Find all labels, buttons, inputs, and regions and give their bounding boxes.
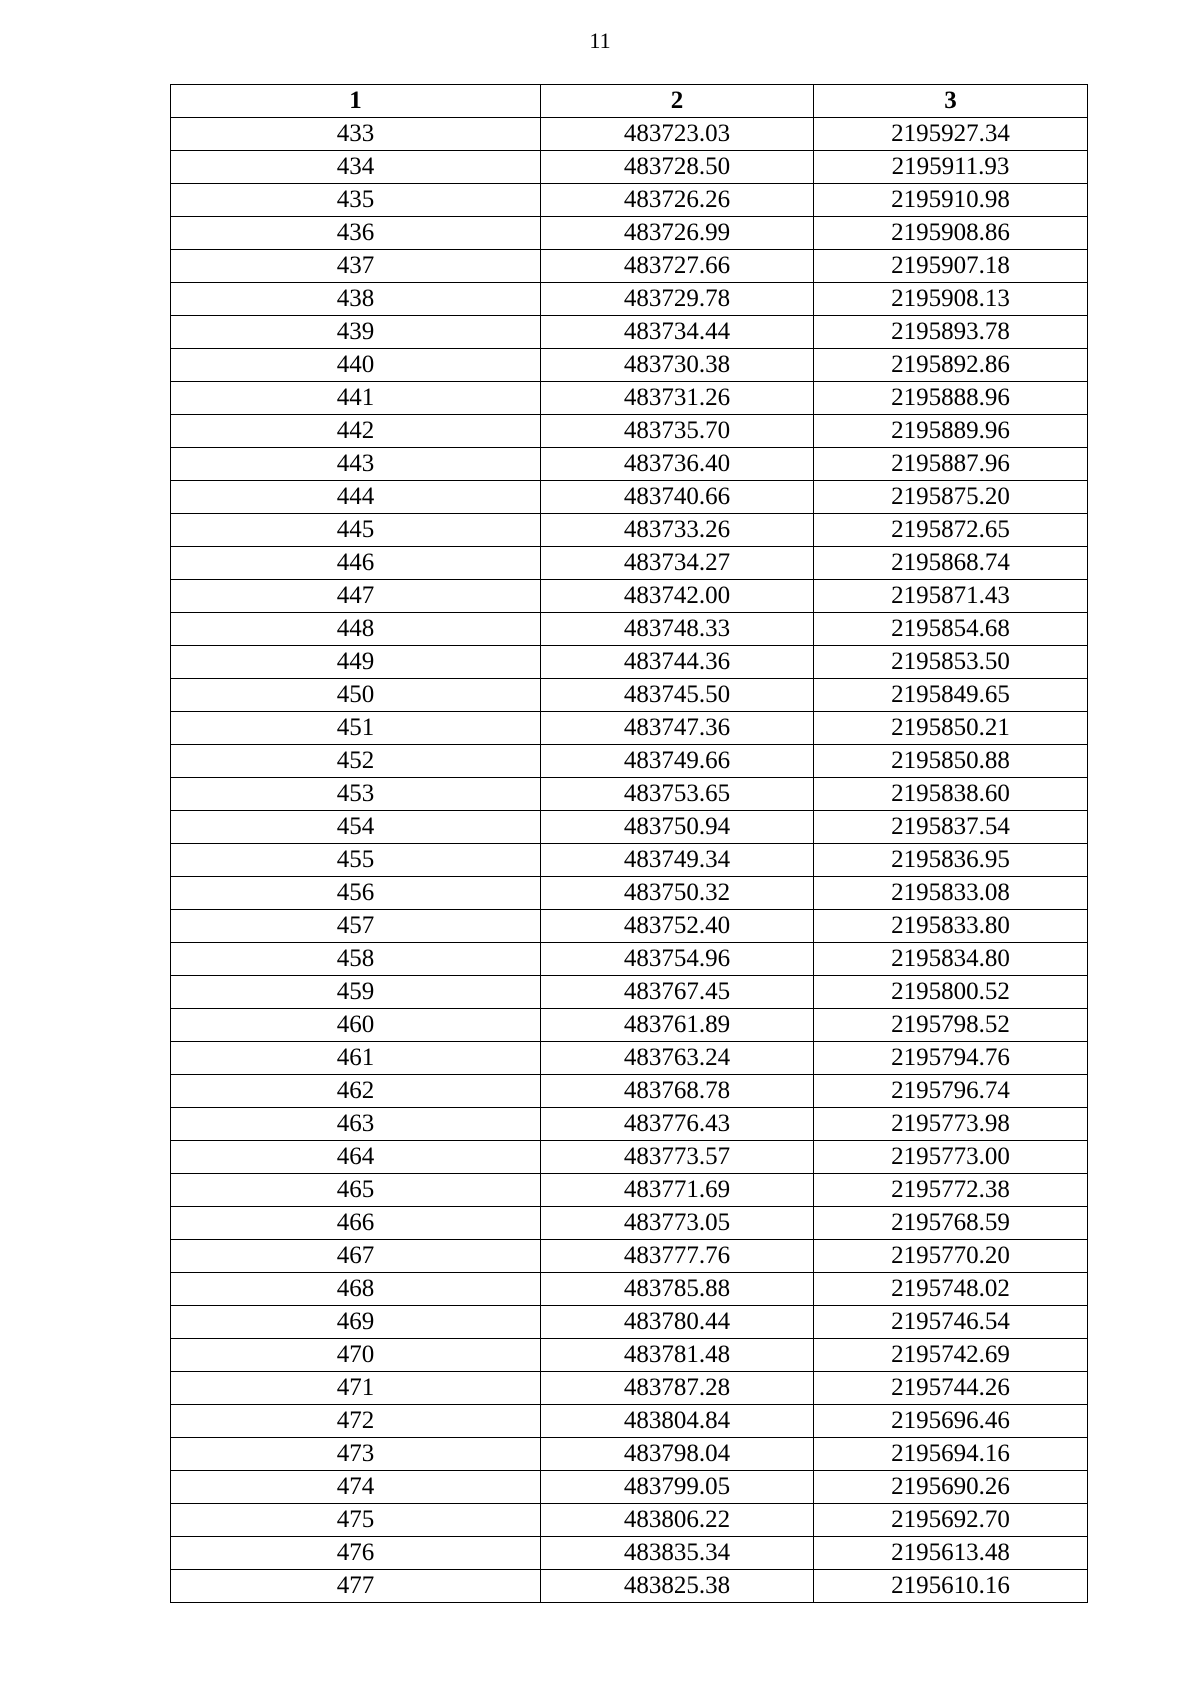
- coordinate-x-cell: 483767.45: [541, 976, 814, 1009]
- coordinate-x-cell: 483734.27: [541, 547, 814, 580]
- table-row: [171, 1471, 1088, 1504]
- point-number-cell: 476: [171, 1537, 541, 1570]
- point-number-cell: 475: [171, 1504, 541, 1537]
- table-row: [171, 679, 1088, 712]
- table-row: [171, 316, 1088, 349]
- table-row: [171, 1504, 1088, 1537]
- coordinate-y-cell: 2195908.86: [814, 217, 1088, 250]
- coordinate-y-cell: 2195889.96: [814, 415, 1088, 448]
- coordinate-y-cell: 2195838.60: [814, 778, 1088, 811]
- table-row: [171, 1042, 1088, 1075]
- coordinate-y-cell: 2195892.86: [814, 349, 1088, 382]
- coordinate-x-cell: 483773.57: [541, 1141, 814, 1174]
- coordinate-y-cell: 2195907.18: [814, 250, 1088, 283]
- table-row: [171, 1537, 1088, 1570]
- table-row: [171, 514, 1088, 547]
- point-number-cell: 471: [171, 1372, 541, 1405]
- coordinate-x-cell: 483726.26: [541, 184, 814, 217]
- coordinate-y-cell: 2195927.34: [814, 118, 1088, 151]
- coordinate-y-cell: 2195836.95: [814, 844, 1088, 877]
- column-header-3: 3: [814, 85, 1088, 118]
- coordinate-x-cell: 483798.04: [541, 1438, 814, 1471]
- coordinate-x-cell: 483723.03: [541, 118, 814, 151]
- table-row: [171, 877, 1088, 910]
- table-row: [171, 349, 1088, 382]
- point-number-cell: 452: [171, 745, 541, 778]
- point-number-cell: 473: [171, 1438, 541, 1471]
- coordinates-table: [170, 84, 1088, 1603]
- point-number-cell: 472: [171, 1405, 541, 1438]
- table-row: [171, 1207, 1088, 1240]
- coordinate-y-cell: 2195696.46: [814, 1405, 1088, 1438]
- coordinate-y-cell: 2195768.59: [814, 1207, 1088, 1240]
- table-row: [171, 580, 1088, 613]
- coordinate-y-cell: 2195888.96: [814, 382, 1088, 415]
- table-row: [171, 1174, 1088, 1207]
- point-number-cell: 445: [171, 514, 541, 547]
- table-row: [171, 184, 1088, 217]
- table-row: [171, 415, 1088, 448]
- point-number-cell: 443: [171, 448, 541, 481]
- coordinate-x-cell: 483785.88: [541, 1273, 814, 1306]
- coordinate-x-cell: 483729.78: [541, 283, 814, 316]
- coordinate-x-cell: 483734.44: [541, 316, 814, 349]
- coordinate-y-cell: 2195746.54: [814, 1306, 1088, 1339]
- coordinate-y-cell: 2195613.48: [814, 1537, 1088, 1570]
- table-row: [171, 1438, 1088, 1471]
- coordinate-y-cell: 2195692.70: [814, 1504, 1088, 1537]
- coordinate-y-cell: 2195854.68: [814, 613, 1088, 646]
- coordinate-x-cell: 483787.28: [541, 1372, 814, 1405]
- point-number-cell: 440: [171, 349, 541, 382]
- coordinate-y-cell: 2195849.65: [814, 679, 1088, 712]
- point-number-cell: 453: [171, 778, 541, 811]
- coordinate-y-cell: 2195610.16: [814, 1570, 1088, 1603]
- table-row: [171, 1339, 1088, 1372]
- table-row: [171, 481, 1088, 514]
- table-row: [171, 943, 1088, 976]
- table-row: [171, 1273, 1088, 1306]
- coordinate-x-cell: 483744.36: [541, 646, 814, 679]
- coordinate-x-cell: 483777.76: [541, 1240, 814, 1273]
- header-row: [171, 85, 1088, 118]
- coordinate-x-cell: 483768.78: [541, 1075, 814, 1108]
- coordinate-x-cell: 483753.65: [541, 778, 814, 811]
- table-row: [171, 547, 1088, 580]
- coordinate-y-cell: 2195833.80: [814, 910, 1088, 943]
- point-number-cell: 463: [171, 1108, 541, 1141]
- coordinate-y-cell: 2195850.21: [814, 712, 1088, 745]
- coordinate-x-cell: 483730.38: [541, 349, 814, 382]
- coordinate-x-cell: 483804.84: [541, 1405, 814, 1438]
- coordinate-x-cell: 483747.36: [541, 712, 814, 745]
- coordinate-y-cell: 2195742.69: [814, 1339, 1088, 1372]
- coordinate-x-cell: 483733.26: [541, 514, 814, 547]
- coordinate-y-cell: 2195772.38: [814, 1174, 1088, 1207]
- point-number-cell: 459: [171, 976, 541, 1009]
- point-number-cell: 466: [171, 1207, 541, 1240]
- coordinate-x-cell: 483776.43: [541, 1108, 814, 1141]
- table-row: [171, 844, 1088, 877]
- point-number-cell: 448: [171, 613, 541, 646]
- coordinate-y-cell: 2195690.26: [814, 1471, 1088, 1504]
- coordinate-y-cell: 2195773.00: [814, 1141, 1088, 1174]
- table-row: [171, 811, 1088, 844]
- coordinate-y-cell: 2195834.80: [814, 943, 1088, 976]
- coordinate-y-cell: 2195800.52: [814, 976, 1088, 1009]
- table-row: [171, 1108, 1088, 1141]
- table-row: [171, 448, 1088, 481]
- point-number-cell: 435: [171, 184, 541, 217]
- point-number-cell: 449: [171, 646, 541, 679]
- table-row: [171, 382, 1088, 415]
- point-number-cell: 462: [171, 1075, 541, 1108]
- table-row: [171, 250, 1088, 283]
- point-number-cell: 447: [171, 580, 541, 613]
- table-row: [171, 118, 1088, 151]
- point-number-cell: 464: [171, 1141, 541, 1174]
- coordinate-x-cell: 483736.40: [541, 448, 814, 481]
- table-row: [171, 712, 1088, 745]
- coordinate-x-cell: 483749.34: [541, 844, 814, 877]
- coordinate-x-cell: 483748.33: [541, 613, 814, 646]
- table-row: [171, 745, 1088, 778]
- table-row: [171, 1306, 1088, 1339]
- table-row: [171, 1009, 1088, 1042]
- coordinate-x-cell: 483752.40: [541, 910, 814, 943]
- point-number-cell: 434: [171, 151, 541, 184]
- page-number: 11: [589, 28, 611, 53]
- point-number-cell: 451: [171, 712, 541, 745]
- point-number-cell: 437: [171, 250, 541, 283]
- point-number-cell: 439: [171, 316, 541, 349]
- table-row: [171, 1405, 1088, 1438]
- point-number-cell: 441: [171, 382, 541, 415]
- table-body: [171, 118, 1088, 1603]
- table-row: [171, 910, 1088, 943]
- point-number-cell: 450: [171, 679, 541, 712]
- coordinate-x-cell: 483773.05: [541, 1207, 814, 1240]
- coordinate-x-cell: 483835.34: [541, 1537, 814, 1570]
- table-row: [171, 646, 1088, 679]
- point-number-cell: 433: [171, 118, 541, 151]
- coordinate-y-cell: 2195748.02: [814, 1273, 1088, 1306]
- table-row: [171, 613, 1088, 646]
- table-row: [171, 283, 1088, 316]
- point-number-cell: 477: [171, 1570, 541, 1603]
- point-number-cell: 468: [171, 1273, 541, 1306]
- coordinate-x-cell: 483799.05: [541, 1471, 814, 1504]
- point-number-cell: 436: [171, 217, 541, 250]
- point-number-cell: 455: [171, 844, 541, 877]
- table-row: [171, 1075, 1088, 1108]
- point-number-cell: 467: [171, 1240, 541, 1273]
- coordinate-y-cell: 2195853.50: [814, 646, 1088, 679]
- coordinate-x-cell: 483735.70: [541, 415, 814, 448]
- point-number-cell: 442: [171, 415, 541, 448]
- table-header: [171, 85, 1088, 118]
- coordinate-y-cell: 2195798.52: [814, 1009, 1088, 1042]
- table-row: [171, 976, 1088, 1009]
- point-number-cell: 454: [171, 811, 541, 844]
- coordinate-x-cell: 483727.66: [541, 250, 814, 283]
- point-number-cell: 470: [171, 1339, 541, 1372]
- coordinate-y-cell: 2195770.20: [814, 1240, 1088, 1273]
- point-number-cell: 438: [171, 283, 541, 316]
- coordinate-x-cell: 483750.32: [541, 877, 814, 910]
- coordinate-y-cell: 2195868.74: [814, 547, 1088, 580]
- coordinate-y-cell: 2195875.20: [814, 481, 1088, 514]
- point-number-cell: 446: [171, 547, 541, 580]
- column-header-1: 1: [171, 85, 541, 118]
- coordinate-y-cell: 2195908.13: [814, 283, 1088, 316]
- point-number-cell: 457: [171, 910, 541, 943]
- coordinate-x-cell: 483731.26: [541, 382, 814, 415]
- coordinate-y-cell: 2195911.93: [814, 151, 1088, 184]
- coordinate-x-cell: 483740.66: [541, 481, 814, 514]
- table-row: [171, 1570, 1088, 1603]
- coordinate-x-cell: 483726.99: [541, 217, 814, 250]
- coordinate-x-cell: 483771.69: [541, 1174, 814, 1207]
- point-number-cell: 461: [171, 1042, 541, 1075]
- coordinate-y-cell: 2195694.16: [814, 1438, 1088, 1471]
- coordinate-x-cell: 483780.44: [541, 1306, 814, 1339]
- coordinate-y-cell: 2195837.54: [814, 811, 1088, 844]
- point-number-cell: 444: [171, 481, 541, 514]
- table-row: [171, 1240, 1088, 1273]
- point-number-cell: 460: [171, 1009, 541, 1042]
- point-number-cell: 465: [171, 1174, 541, 1207]
- point-number-cell: 474: [171, 1471, 541, 1504]
- coordinate-x-cell: 483742.00: [541, 580, 814, 613]
- table-row: [171, 1141, 1088, 1174]
- table-row: [171, 1372, 1088, 1405]
- coordinate-y-cell: 2195796.74: [814, 1075, 1088, 1108]
- coordinate-y-cell: 2195893.78: [814, 316, 1088, 349]
- coordinate-y-cell: 2195887.96: [814, 448, 1088, 481]
- coordinate-x-cell: 483754.96: [541, 943, 814, 976]
- coordinate-x-cell: 483825.38: [541, 1570, 814, 1603]
- table-row: [171, 151, 1088, 184]
- column-header-2: 2: [541, 85, 814, 118]
- point-number-cell: 456: [171, 877, 541, 910]
- coordinate-x-cell: 483781.48: [541, 1339, 814, 1372]
- coordinate-y-cell: 2195872.65: [814, 514, 1088, 547]
- coordinate-x-cell: 483749.66: [541, 745, 814, 778]
- coordinate-y-cell: 2195833.08: [814, 877, 1088, 910]
- coordinate-x-cell: 483750.94: [541, 811, 814, 844]
- coordinate-x-cell: 483763.24: [541, 1042, 814, 1075]
- coordinate-y-cell: 2195773.98: [814, 1108, 1088, 1141]
- point-number-cell: 469: [171, 1306, 541, 1339]
- coordinate-x-cell: 483745.50: [541, 679, 814, 712]
- point-number-cell: 458: [171, 943, 541, 976]
- table-row: [171, 217, 1088, 250]
- table-row: [171, 778, 1088, 811]
- coordinate-y-cell: 2195910.98: [814, 184, 1088, 217]
- coordinate-x-cell: 483728.50: [541, 151, 814, 184]
- coordinate-y-cell: 2195744.26: [814, 1372, 1088, 1405]
- coordinate-y-cell: 2195871.43: [814, 580, 1088, 613]
- coordinate-x-cell: 483761.89: [541, 1009, 814, 1042]
- coordinate-y-cell: 2195850.88: [814, 745, 1088, 778]
- coordinate-y-cell: 2195794.76: [814, 1042, 1088, 1075]
- coordinate-x-cell: 483806.22: [541, 1504, 814, 1537]
